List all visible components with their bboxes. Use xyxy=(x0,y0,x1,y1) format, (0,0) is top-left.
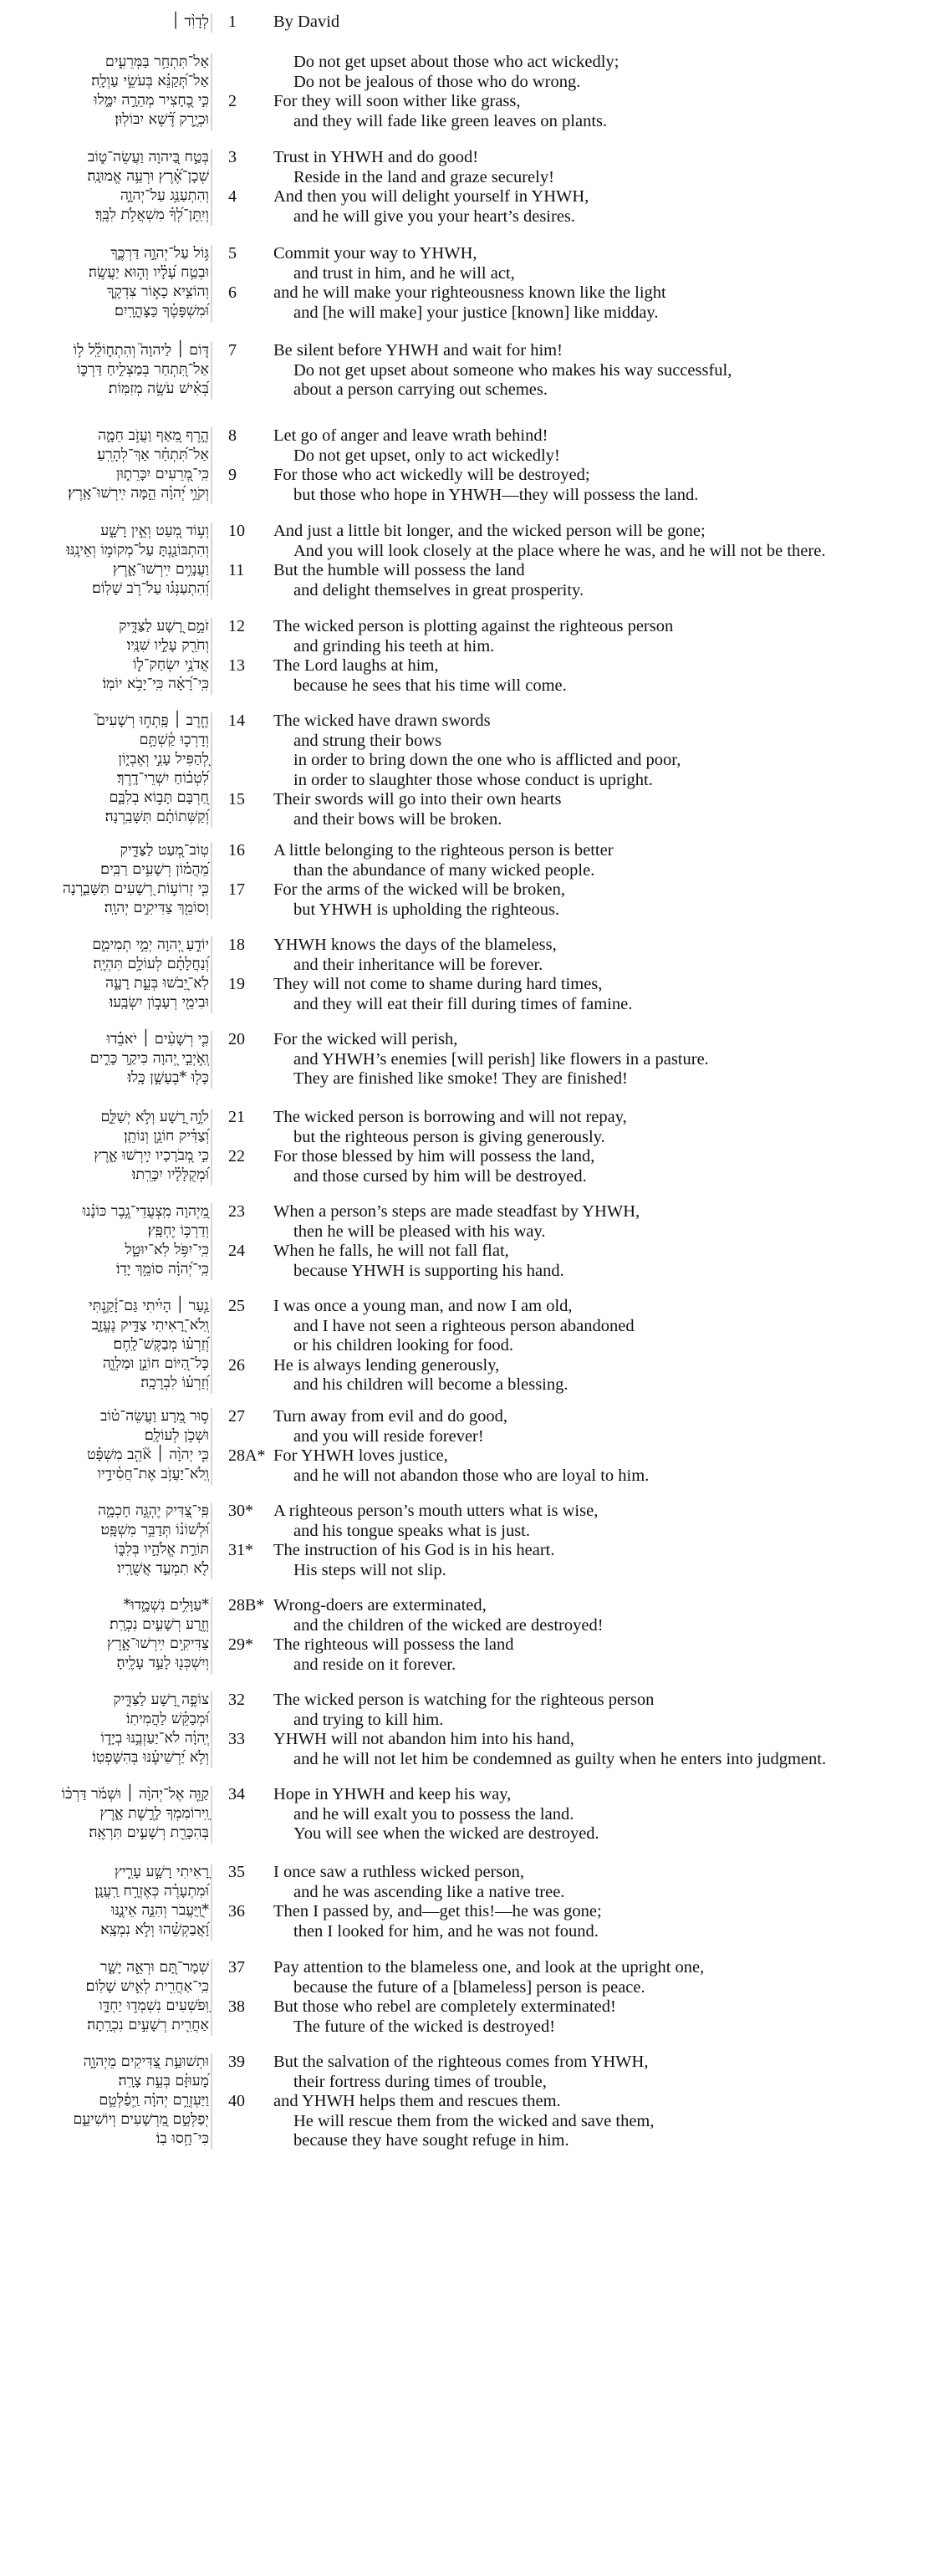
hebrew-line: וְזֶ֖רַע רְשָׁעִ֣ים נִכְרָֽת׃ xyxy=(110,1616,209,1633)
english-line: and those cursed by him will be destroyed. xyxy=(293,1166,587,1186)
verse-number: 35 xyxy=(228,1863,245,1881)
english-line: The instruction of his God is in his heart. xyxy=(273,1541,555,1559)
english-line: They are finished like smoke! They are finished! xyxy=(293,1069,628,1088)
hebrew-line: קַוֵּ֤ה אֶל־יְהוָ֨ה ׀ וּשְׁמֹ֬ר דַּרְכּ֗וֹ xyxy=(61,1786,209,1803)
hebrew-line: וְקֹוֵ֥י יְ֝הוָ֗ה הֵ֣מָּה יִֽירְשׁוּ־אָֽרֶץ׃ xyxy=(68,485,209,502)
hebrew-line: וּ֝מְקֻלָּלָ֗יו יִכָּרֵֽתוּ׃ xyxy=(131,1166,209,1183)
english-line: and trying to kill him. xyxy=(293,1710,444,1729)
hebrew-line: כִּ֤י רְשָׁעִ֨ים ׀ יֹאבֵ֗דוּ xyxy=(106,1031,209,1048)
hebrew-line: וּ֝מִתְעָרֶ֗ה כְּאֶזְרָ֥ח רַֽעֲנָֽן׃ xyxy=(94,1883,209,1900)
hebrew-line: כִּ֤י יְהוָ֨ה ׀ אֹ֘הֵ֤ב מִשְׁפָּ֗ט xyxy=(87,1446,209,1463)
english-line: and strung their bows xyxy=(293,731,442,750)
english-line: and grinding his teeth at him. xyxy=(293,636,495,655)
verse-number: 17 xyxy=(228,880,245,899)
verse-number: 11 xyxy=(228,561,245,579)
verse-number: 37 xyxy=(228,1958,245,1977)
english-line: and he will make your righteousness known like the light xyxy=(273,283,666,302)
english-line: and reside on it forever. xyxy=(293,1655,456,1674)
hebrew-line: וּ֝לְשׁוֹנ֗וֹ תְּדַבֵּ֥ר מִשְׁפָּֽט׃ xyxy=(100,1522,209,1538)
hebrew-line: דּ֤וֹם ׀ לַיהוָה֮ וְהִתְח֪וֹלֵֽ֫ל ל֥וֹ xyxy=(73,342,209,359)
hebrew-line: וָ֝אֲבַקְשֵׁ֗הוּ וְלֹ֣א נִמְצָֽא׃ xyxy=(100,1921,209,1938)
english-line: A little belonging to the righteous person is better xyxy=(273,841,614,860)
verse-number: 12 xyxy=(228,617,245,635)
verse-number: 28B* xyxy=(228,1596,265,1614)
verse-number: 30* xyxy=(228,1502,253,1520)
english-line: The Lord laughs at him, xyxy=(273,656,439,675)
english-line: and his children will become a blessing. xyxy=(293,1375,569,1394)
hebrew-line: כָּל֖וּ *בֶעָשָׁ֣ן כָּֽלוּ׃ xyxy=(127,1069,209,1086)
hebrew-line: ס֣וּר מֵ֭רָע וַעֲשֵׂה־ט֗וֹב xyxy=(99,1408,209,1425)
english-line: Do not get upset about someone who makes his way successful, xyxy=(293,360,732,380)
hebrew-line: אַל־תִּתְחַ֥ר בַּמְּרֵעִ֑ים xyxy=(105,54,209,70)
english-line: By David xyxy=(273,13,340,31)
hebrew-stanza-marker xyxy=(211,523,212,599)
hebrew-line: וְ֝זַרְע֗וֹ לִבְרָכָֽה׃ xyxy=(140,1375,209,1391)
hebrew-line: וּשְׁכֹ֥ן לְעוֹלָֽם׃ xyxy=(144,1427,209,1444)
hebrew-line: יְפַלְּטֵ֣ם מֵ֭רְשָׁעִים וְיוֹשִׁיעֵ֑ם xyxy=(73,2111,209,2128)
english-line: But the humble will possess the land xyxy=(273,561,525,579)
hebrew-line: וְֽאֹ֣יְבֵ֣י יְ֭הוָה כִּיקַ֣ר כָּרִ֑ים xyxy=(89,1050,209,1067)
hebrew-line: תּוֹרַ֣ת אֱלֹהָ֣יו בְּלִבּ֑וֹ xyxy=(115,1541,209,1558)
verse-number: 13 xyxy=(228,656,245,675)
english-line: The wicked have drawn swords xyxy=(273,712,491,730)
hebrew-line: פִּֽי־צַ֭דִּיק יֶהְגֶּ֣ה חָכְמָ֑ה xyxy=(98,1502,209,1519)
english-line: and delight themselves in great prosperity. xyxy=(293,580,584,599)
hebrew-line: הֶ֣רֶף מֵ֭אַף וַעֲזֹ֣ב חֵמָ֑ה xyxy=(98,427,209,444)
hebrew-line: וְיִֽתֶּן־לְ֝ךָ֗ מִשְׁאֲלֹ֥ת לִבֶּֽךָ׃ xyxy=(94,207,209,223)
hebrew-stanza-marker xyxy=(211,842,212,919)
english-line: You will see when the wicked are destroyed. xyxy=(293,1824,599,1843)
hebrew-line: בְּהִכָּרֵ֖ת רְשָׁעִ֣ים תִּרְאֶֽה׃ xyxy=(89,1824,209,1841)
english-line: They will not come to shame during hard times, xyxy=(273,975,603,993)
english-line: But those who rebel are completely exterminated! xyxy=(273,1997,616,2016)
english-line: and they will eat their fill during times of famine. xyxy=(293,994,633,1013)
english-line: Do not get upset about those who act wickedly; xyxy=(293,53,620,71)
english-line: and his tongue speaks what is just. xyxy=(293,1521,530,1540)
hebrew-line: אַל־תִּ֭תְחַר בְּמַצְלִ֣יחַ דַּרְכּ֑וֹ xyxy=(77,361,209,378)
hebrew-line: בְּטַ֣ח בַּ֭יהוָה וַעֲשֵׂה־ט֑וֹב xyxy=(87,149,209,166)
hebrew-line: כִּֽי־מְ֭רֵעִים יִכָּרֵת֑וּן xyxy=(115,466,209,482)
verse-number: 5 xyxy=(228,244,237,263)
english-line: and he was ascending like a native tree. xyxy=(293,1882,565,1901)
english-line: Do not get upset, only to act wickedly! xyxy=(293,446,560,465)
hebrew-stanza-marker xyxy=(211,1597,212,1674)
english-line: But the salvation of the righteous comes from YHWH, xyxy=(273,2053,649,2071)
hebrew-stanza-marker xyxy=(211,342,212,400)
verse-number: 16 xyxy=(228,841,245,860)
verse-number: 3 xyxy=(228,148,237,166)
english-line: than the abundance of many wicked people. xyxy=(293,860,595,880)
hebrew-line: שְׁכָן־אֶ֝֗רֶץ וּרְעֵ֥ה אֱמוּנָֽה׃ xyxy=(87,168,209,185)
hebrew-line: רָ֭אִיתִי רָשָׁ֣ע עָרִ֑יץ xyxy=(114,1864,209,1880)
hebrew-line: וְע֣וֹד מְ֭עַט וְאֵ֣ין רָשָׁ֑ע xyxy=(100,523,209,539)
hebrew-line: מָ֝עוּזָּ֗ם בְּעֵ֣ת צָרָֽה׃ xyxy=(118,2073,209,2089)
verse-number: 36 xyxy=(228,1902,245,1921)
hebrew-line: אַל־תִּ֝תְחַ֗ר אַךְ־לְהָרֵֽעַ׃ xyxy=(97,446,209,463)
english-line: The future of the wicked is destroyed! xyxy=(293,2017,556,2036)
hebrew-stanza-marker xyxy=(211,245,212,322)
english-line: A righteous person’s mouth utters what is wise, xyxy=(273,1502,599,1520)
english-line: their fortress during times of trouble, xyxy=(293,2072,547,2091)
hebrew-line: חֶ֤רֶב ׀ פָּֽתְח֣וּ רְשָׁעִים֮ xyxy=(95,712,209,729)
english-line: And then you will delight yourself in YHWH, xyxy=(273,187,589,206)
verse-number: 38 xyxy=(228,1997,245,2016)
english-line: The wicked person is borrowing and will not repay, xyxy=(273,1108,627,1126)
verse-number: 15 xyxy=(228,790,245,809)
english-line: because they have sought refuge in him. xyxy=(293,2131,569,2150)
verse-number: 2 xyxy=(228,92,237,110)
hebrew-line: אַל־תְּ֝קַנֵּ֗א בְּעֹשֵׂ֥י עַוְלָֽה׃ xyxy=(91,73,209,89)
english-line: and their inheritance will be forever. xyxy=(293,955,543,974)
hebrew-stanza-marker xyxy=(211,1031,212,1089)
hebrew-line: גּ֣וֹל עַל־יְהוָ֣ה דַּרְכֶּ֑ךָ xyxy=(110,245,209,262)
english-line: YHWH will not abandon him into his hand, xyxy=(273,1730,574,1748)
english-line: and YHWH’s enemies [will perish] like flowers in a pasture. xyxy=(293,1049,709,1069)
hebrew-line: לֹוֶ֣ה רָ֭שָׁע וְלֹ֣א יְשַׁלֵּ֑ם xyxy=(100,1109,209,1125)
hebrew-line: כִּֽי־רָ֝אָ֗ה כִּֽי־יָבֹ֥א יוֹמֽוֹ׃ xyxy=(102,676,209,692)
hebrew-stanza-marker xyxy=(211,1203,212,1280)
english-line: and [he will make] your justice [known] like midday. xyxy=(293,303,659,322)
hebrew-line: וְהוֹצִ֣יא כָא֣וֹר צִדְקֶ֑ךָ xyxy=(106,283,209,300)
verse-number: 34 xyxy=(228,1785,245,1803)
verse-number: 24 xyxy=(228,1242,245,1260)
hebrew-line: לִ֝טְב֗וֹחַ יִשְׁרֵי־דָֽרֶךְ׃ xyxy=(116,770,209,787)
english-line: He is always lending generously, xyxy=(273,1355,500,1375)
english-line: Be silent before YHWH and wait for him! xyxy=(273,341,563,360)
hebrew-line: כִּ֣י כֶ֭חָצִיר מְהֵרָ֣ה יִמָּ֑לוּ xyxy=(94,92,209,109)
hebrew-line: צוֹפֶ֣ה רָ֭שָׁע לַצַּדִּ֑יק xyxy=(113,1691,209,1708)
verse-number: 33 xyxy=(228,1730,245,1748)
english-line: The wicked person is watching for the righteous person xyxy=(273,1691,655,1709)
hebrew-line: כָּל־הַ֭יּוֹם חוֹנֵ֣ן וּמַלְוֶ֑ה xyxy=(102,1355,209,1372)
english-line: about a person carrying out schemes. xyxy=(293,380,548,399)
english-line: When he falls, he will not fall flat, xyxy=(273,1242,509,1260)
hebrew-line: וּבִימֵ֖י רְעָב֣וֹן יִשְׂבָּֽעוּ׃ xyxy=(109,994,209,1011)
english-line: Trust in YHWH and do good! xyxy=(273,148,479,166)
hebrew-line: כִּֽי־יִפֹּ֥ל לֹֽא־יוּטָ֑ל xyxy=(125,1242,209,1258)
verse-number: 9 xyxy=(228,466,237,484)
english-line: And you will look closely at the place where he was, and he will not be there. xyxy=(293,541,826,560)
hebrew-line: וּתְשׁוּעַ֣ת צַ֭דִּיקִים מֵיְהוָ֑ה xyxy=(83,2053,209,2070)
english-line: in order to bring down the one who is afflicted and poor, xyxy=(293,751,681,769)
english-line: Then I passed by, and—get this!—he was gone; xyxy=(273,1902,602,1921)
english-line: Reside in the land and graze securely! xyxy=(293,167,554,186)
hebrew-line: אֲדֹנָ֥י יִשְׂחַק־ל֑וֹ xyxy=(133,656,209,673)
hebrew-line: וּכְיֶ֥רֶק דֶּ֝֗שֶׁא יִבּוֹלֽוּן׃ xyxy=(115,111,209,128)
english-line: then I looked for him, and he was not found. xyxy=(293,1921,599,1941)
hebrew-line: וְֽלֹא־יַעֲזֹ֥ב אֶת־חֲסִ֫ידָ֥יו xyxy=(97,1466,209,1482)
english-line: and I have not seen a righteous person abandoned xyxy=(293,1316,635,1335)
verse-number: 1 xyxy=(228,13,237,31)
verse-number: 7 xyxy=(228,341,237,360)
hebrew-stanza-marker xyxy=(211,2053,212,2150)
hebrew-line: *עַוָּלִ֥ים נִשְׁמָ֑דוּ* xyxy=(123,1597,209,1614)
hebrew-line: *וַֽ֭יַּעֲבֹר וְהִנֵּ֣ה אֵינֶ֑נּוּ xyxy=(110,1902,209,1919)
hebrew-line: וְֽלֹא־רָ֭אִיתִי צַדִּ֣יק נֶעֱזָ֑ב xyxy=(91,1317,209,1334)
hebrew-stanza-marker xyxy=(211,1408,212,1485)
english-line: and their bows will be broken. xyxy=(293,809,502,829)
english-line: Their swords will go into their own hearts xyxy=(273,790,562,809)
english-line: For those who act wickedly will be destroyed; xyxy=(273,466,590,484)
english-line: or his children looking for food. xyxy=(293,1336,514,1354)
english-line: And just a little bit longer, and the wicked person will be gone; xyxy=(273,522,706,540)
hebrew-line: כִּֽי־אַחֲרִ֖ית לְאִ֣ישׁ שָׁלֽוֹם׃ xyxy=(85,1978,209,1995)
verse-number: 27 xyxy=(228,1407,245,1426)
verse-number: 14 xyxy=(228,712,245,730)
english-line: in order to slaughter those whose conduct is upright. xyxy=(293,770,653,789)
hebrew-line: זֹמֵ֣ם רָ֭שָׁע לַצַּדִּ֑יק xyxy=(119,618,209,635)
verse-number: 23 xyxy=(228,1202,245,1221)
english-line: Commit your way to YHWH, xyxy=(273,244,477,263)
hebrew-line: טֽוֹב־מְ֭עַט לַצַּדִּ֑יק xyxy=(120,842,209,859)
english-line: Hope in YHWH and keep his way, xyxy=(273,1785,512,1803)
hebrew-line: וְדָרְכ֪וּ קַ֫שְׁתָּ֥ם xyxy=(139,732,209,748)
verse-number: 21 xyxy=(228,1108,245,1126)
hebrew-line: וּֽ֭פֹשְׁעִים נִשְׁמְד֣וּ יַחְדָּ֑ו xyxy=(99,1997,209,2014)
hebrew-stanza-marker xyxy=(211,936,212,1013)
hebrew-line: יְֽהוָ֗ה לֹא־יַעַזְבֶ֥נּוּ בְיָד֑וֹ xyxy=(100,1730,209,1747)
hebrew-line: אַחֲרִ֖ית רְשָׁעִ֣ים נִכְרָֽתָה׃ xyxy=(87,2017,209,2033)
english-line: I once saw a ruthless wicked person, xyxy=(273,1863,525,1881)
english-line: I was once a young man, and now I am old, xyxy=(273,1297,573,1315)
hebrew-line: וְ֝זַרְע֗וֹ מְבַקֶּשׁ־לָֽחֶם׃ xyxy=(113,1336,209,1353)
hebrew-line: וּ֝מְבַקֵּ֗שׁ לַהֲמִיתֽוֹ׃ xyxy=(126,1711,209,1727)
english-line: For the arms of the wicked will be broken, xyxy=(273,880,565,899)
hebrew-line: מֵ֭יְהוָה מִֽצְעֲדֵי־גֶ֥בֶר כּוֹנָ֗נוּ xyxy=(82,1203,209,1220)
english-line: but YHWH is upholding the righteous. xyxy=(293,900,560,919)
hebrew-stanza-marker xyxy=(211,712,212,828)
hebrew-line: כִּי־חָ֥סוּ בֽוֹ׃ xyxy=(156,2130,209,2147)
english-line: because the future of a [blameless] person is peace. xyxy=(293,1977,645,1997)
hebrew-stanza-marker xyxy=(211,1502,212,1579)
hebrew-stanza-marker xyxy=(211,13,212,33)
english-line: YHWH knows the days of the blameless, xyxy=(273,936,557,954)
hebrew-line: נַ֤עַר ׀ הָיִ֗יתִי גַּם־זָ֫קַ֥נְתִּי xyxy=(89,1298,209,1314)
english-line: and trust in him, and he will act, xyxy=(293,263,515,283)
english-line: and he will not abandon those who are loyal to him. xyxy=(293,1466,650,1485)
verse-number: 28A* xyxy=(228,1446,266,1465)
hebrew-line: לֹֽא־יֵ֭בֹשׁוּ בְּעֵ֣ת רָעָ֑ה xyxy=(105,975,209,992)
english-line: and he will not let him be condemned as guilty when he enters into judgment. xyxy=(293,1749,827,1768)
hebrew-line: צַדִּיקִ֥ים יִֽירְשׁוּ־אָ֑רֶץ xyxy=(106,1635,209,1652)
english-line: but those who hope in YHWH—they will possess the land. xyxy=(293,485,699,504)
hebrew-line: וְהִתְבּוֹנַ֖נְתָּ עַל־מְקוֹמ֣וֹ וְאֵינֶֽנּוּ׃ xyxy=(66,542,209,559)
hebrew-stanza-marker xyxy=(211,1298,212,1394)
english-line: and the children of the wicked are destroyed! xyxy=(293,1615,604,1635)
hebrew-line: יוֹדֵ֣עַ יְ֭הוָה יְמֵ֣י תְמִימִ֑ם xyxy=(92,936,209,953)
hebrew-line: וּבְטַ֥ח עָ֝לָ֗יו וְה֣וּא יַעֲשֶֽׂה׃ xyxy=(88,264,209,281)
verse-number: 31* xyxy=(228,1541,253,1559)
hebrew-stanza-marker xyxy=(211,427,212,504)
hebrew-line: וּ֝מִשְׁפָּטֶ֗ךָ כַּצָּהֳרָֽיִם׃ xyxy=(114,303,209,319)
verse-number: 29* xyxy=(228,1635,253,1654)
english-line: When a person’s steps are made steadfast by YHWH, xyxy=(273,1202,640,1221)
hebrew-line: וִֽ֭ירוֹמִמְךָ לָרֶ֣שֶׁת אָ֑רֶץ xyxy=(99,1805,209,1822)
english-line: Turn away from evil and do good, xyxy=(273,1407,507,1426)
hebrew-line: וְהִתְעַנַּ֥ג עַל־יְהוָ֑ה xyxy=(120,187,209,204)
english-line: For those blessed by him will possess the land, xyxy=(273,1147,595,1166)
verse-number: 20 xyxy=(228,1030,245,1048)
hebrew-line: וְ֝קַשְּׁתוֹתָ֗ם תִּשָּׁבַֽרְנָה׃ xyxy=(105,809,209,825)
verse-number: 39 xyxy=(228,2053,245,2071)
hebrew-line: מֵ֝הֲמ֗וֹן רְשָׁעִ֥ים רַבִּֽים׃ xyxy=(100,861,209,878)
english-line: but the righteous person is giving generously. xyxy=(293,1127,605,1146)
english-line: For YHWH loves justice, xyxy=(273,1446,448,1465)
hebrew-stanza-marker xyxy=(211,1864,212,1941)
english-line: His steps will not slip. xyxy=(293,1560,446,1579)
english-line: Wrong-doers are exterminated, xyxy=(273,1596,487,1614)
hebrew-stanza-marker xyxy=(211,149,212,226)
english-line: and they will fade like green leaves on plants. xyxy=(293,111,608,130)
english-line: and he will exalt you to possess the land. xyxy=(293,1804,574,1824)
english-line: Let go of anger and leave wrath behind! xyxy=(273,426,548,445)
english-line: For the wicked will perish, xyxy=(273,1030,458,1048)
english-line: then he will be pleased with his way. xyxy=(293,1222,546,1241)
hebrew-line: וְ֝צַדִּ֗יק חוֹנֵ֥ן וְנוֹתֵֽן׃ xyxy=(124,1128,209,1145)
hebrew-line: כִּ֣י מְ֭בֹרָכָיו יִ֣ירְשׁוּ אָ֑רֶץ xyxy=(94,1147,209,1164)
hebrew-stanza-marker xyxy=(211,1959,212,2036)
english-line: and he will give you your heart’s desires. xyxy=(293,207,576,226)
english-line: because YHWH is supporting his hand. xyxy=(293,1261,564,1280)
hebrew-line: שְׁמָר־תָּ֭ם וּרְאֵ֣ה יָשָׁ֑ר xyxy=(100,1959,209,1976)
hebrew-line: חַ֭רְבָּם תָּב֣וֹא בְלִבָּ֑ם xyxy=(109,789,209,806)
hebrew-line: וְ֝הִתְעַנְּג֗וּ עַל־רֹ֥ב שָׁלֽוֹם׃ xyxy=(92,580,209,597)
hebrew-line: וְסוֹמֵ֖ךְ צַדִּיקִ֣ים יְהוָֽה׃ xyxy=(104,900,209,916)
hebrew-line: לְדָוִ֨ד ׀ xyxy=(171,13,209,30)
verse-number: 4 xyxy=(228,187,237,206)
hebrew-line: בְּ֝אִ֗ישׁ עֹשֶׂ֥ה מְזִמּֽוֹת׃ xyxy=(108,380,209,397)
hebrew-line: וְ֝נַחֲלָתָ֗ם לְעוֹלָ֥ם תִּהְיֶֽה׃ xyxy=(93,956,209,972)
hebrew-line: וַעֲנָוִ֥ים יִֽירְשׁוּ־אָ֑רֶץ xyxy=(112,561,209,578)
hebrew-line: וְדַרְכּ֥וֹ יֶחְפָּֽץ׃ xyxy=(147,1222,209,1239)
verse-number: 8 xyxy=(228,426,237,445)
verse-number: 6 xyxy=(228,283,237,302)
hebrew-stanza-marker xyxy=(211,618,212,695)
english-line: because he sees that his time will come. xyxy=(293,676,567,695)
verse-number: 25 xyxy=(228,1297,245,1315)
hebrew-stanza-marker xyxy=(211,1109,212,1186)
hebrew-line: לְ֭הַפִּיל עָנִ֣י וְאֶבְי֑וֹן xyxy=(118,751,209,768)
verse-number: 40 xyxy=(228,2092,245,2110)
hebrew-line: לֹ֖א תִמְעַ֣ד אֲשֻׁרָֽיו׃ xyxy=(117,1560,209,1577)
hebrew-stanza-marker xyxy=(211,1786,212,1844)
english-line: Do not be jealous of those who do wrong. xyxy=(293,72,581,91)
hebrew-line: וַיַּעְזְרֵ֥ם יְהוָ֗ה וַֽיְפַ֫לְּטֵ֥ם xyxy=(99,2092,209,2109)
hebrew-line: וְיִשְׁכְּנ֖וּ לָעַ֣ד עָלֶֽיהָ׃ xyxy=(116,1655,209,1671)
verse-number: 10 xyxy=(228,522,245,540)
hebrew-line: וְלֹ֥א יַ֝רְשִׁיעֶ֗נּוּ בְּהִשָּׁפְטֽוֹ׃ xyxy=(92,1749,209,1766)
verse-number: 26 xyxy=(228,1355,245,1375)
hebrew-line: כִּ֤י זְרוֹע֣וֹת רְ֭שָׁעִים תִּשָּׁבַ֑רְנָה xyxy=(62,880,209,897)
hebrew-line: וְחֹרֵ֖ק עָלָ֣יו שִׁנָּֽיו׃ xyxy=(126,637,209,654)
verse-number: 19 xyxy=(228,975,245,993)
verse-number: 18 xyxy=(228,936,245,954)
hebrew-line: כִּֽי־יְ֝הוָ֗ה סוֹמֵ֥ךְ יָדֽוֹ׃ xyxy=(115,1261,209,1278)
english-line: He will rescue them from the wicked and save them, xyxy=(293,2111,655,2130)
verse-number: 22 xyxy=(228,1147,245,1166)
english-line: and you will reside forever! xyxy=(293,1426,484,1446)
hebrew-stanza-marker xyxy=(211,54,212,130)
english-line: For they will soon wither like grass, xyxy=(273,92,521,110)
english-line: and YHWH helps them and rescues them. xyxy=(273,2092,561,2110)
english-line: The wicked person is plotting against the righteous person xyxy=(273,617,674,635)
hebrew-stanza-marker xyxy=(211,1691,212,1768)
english-line: The righteous will possess the land xyxy=(273,1635,514,1654)
verse-number: 32 xyxy=(228,1691,245,1709)
english-line: Pay attention to the blameless one, and look at the upright one, xyxy=(273,1958,705,1977)
